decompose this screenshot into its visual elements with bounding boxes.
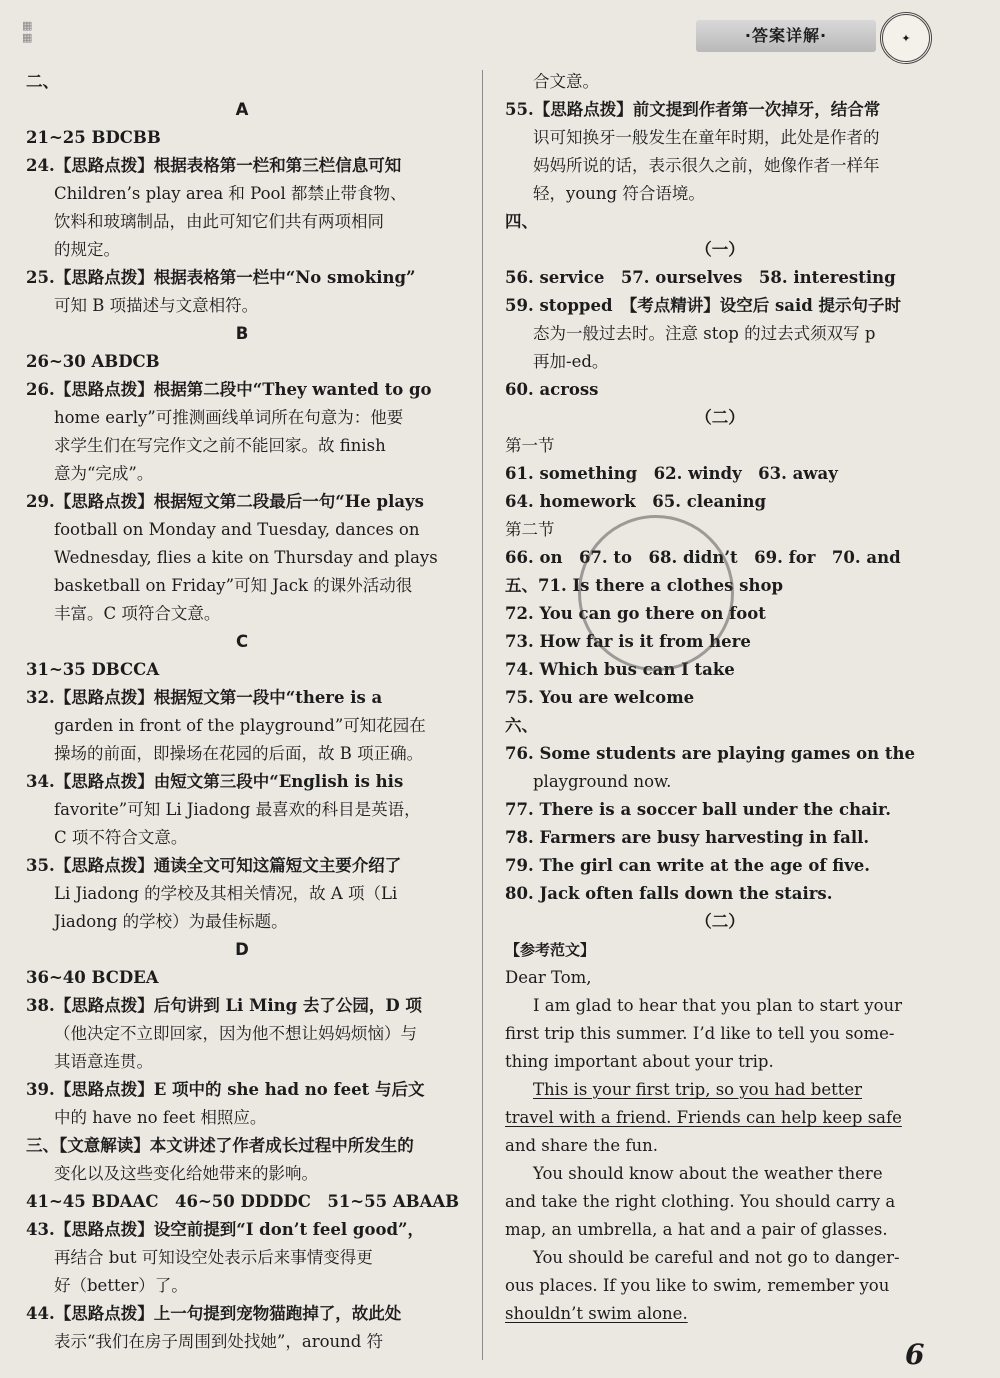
left-line: Wednesday, flies a kite on Thursday and plays (54, 548, 438, 567)
left-line: 中的 have no feet 相照应。 (54, 1108, 267, 1127)
right-line: ous places. If you like to swim, remember you (505, 1276, 890, 1295)
right-line: 五、71. Is there a clothes shop (505, 576, 783, 595)
left-line: 21~25 BDCBB (26, 128, 161, 147)
right-line: （一） (695, 240, 745, 259)
left-line: basketball on Friday”可知 Jack 的课外活动很 (54, 576, 413, 595)
right-column (505, 68, 935, 1328)
right-line: 77. There is a soccer ball under the chair. (505, 800, 891, 819)
right-line: 75. You are welcome (505, 688, 695, 707)
left-line: 26.【思路点拨】根据第二段中“They wanted to go (26, 380, 432, 399)
right-line: and share the fun. (505, 1136, 658, 1155)
right-line: thing important about your trip. (505, 1052, 774, 1071)
left-line: 31~35 DBCCA (26, 660, 160, 679)
right-line: 态为一般过去时。注意 stop 的过去式须双写 p (533, 324, 876, 343)
right-line: 识可知换牙一般发生在童年时期，此处是作者的 (533, 128, 880, 147)
left-line: 38.【思路点拨】后句讲到 Li Ming 去了公园，D 项 (26, 996, 422, 1015)
left-line: favorite”可知 Li Jiadong 最喜欢的科目是英语， (54, 800, 421, 819)
right-line: 56. service 57. ourselves 58. interesting (505, 268, 896, 287)
left-line: 其语意连贯。 (54, 1052, 153, 1071)
right-line: playground now. (533, 772, 672, 791)
right-line: 72. You can go there on foot (505, 604, 766, 623)
left-line: A (235, 100, 249, 119)
right-line: 妈妈所说的话，表示很久之前，她像作者一样年 (533, 156, 880, 175)
left-line: Jiadong 的学校）为最佳标题。 (54, 912, 288, 931)
left-line: Li Jiadong 的学校及其相关情况，故 A 项（Li (54, 884, 398, 903)
right-line: 六、 (505, 716, 538, 735)
right-line: travel with a friend. Friends can help keep safe (505, 1108, 902, 1127)
left-line: 35.【思路点拨】通读全文可知这篇短文主要介绍了 (26, 856, 402, 875)
right-line: first trip this summer. I’d like to tell you some- (505, 1024, 895, 1043)
left-line: 36~40 BCDEA (26, 968, 159, 987)
right-line: This is your first trip, so you had better (533, 1080, 862, 1099)
left-line: 26~30 ABDCB (26, 352, 160, 371)
left-line: 41~45 BDAAC 46~50 DDDDC 51~55 ABAAB (26, 1192, 460, 1211)
right-line: 轻，young 符合语境。 (533, 184, 705, 203)
right-line: （二） (695, 912, 745, 931)
left-line: football on Monday and Tuesday, dances on (54, 520, 420, 539)
left-line: 的规定。 (54, 240, 120, 259)
left-line: 25.【思路点拨】根据表格第一栏中“No smoking” (26, 268, 416, 287)
left-line: （他决定不立即回家，因为他不想让妈妈烦恼）与 (54, 1024, 417, 1043)
left-line: 44.【思路点拨】上一句提到宠物猫跑掉了，故此处 (26, 1304, 402, 1323)
left-line: 32.【思路点拨】根据短文第一段中“there is a (26, 688, 383, 707)
right-line: You should know about the weather there (533, 1164, 883, 1183)
left-line: 意为“完成”。 (54, 464, 154, 483)
corner-mark: ▦ ▦ (22, 19, 33, 44)
right-line: map, an umbrella, a hat and a pair of glasses. (505, 1220, 888, 1239)
column-divider (482, 70, 483, 1360)
left-line: 二、 (26, 72, 59, 91)
right-line: 第一节 (505, 436, 555, 455)
left-line: garden in front of the playground”可知花园在 (54, 716, 426, 735)
left-line: 29.【思路点拨】根据短文第二段最后一句“He plays (26, 492, 424, 511)
left-line: 24.【思路点拨】根据表格第一栏和第三栏信息可知 (26, 156, 402, 175)
right-line: 55.【思路点拨】前文提到作者第一次掉牙，结合常 (505, 100, 881, 119)
right-line: 80. Jack often falls down the stairs. (505, 884, 833, 903)
left-line: 丰富。C 项符合文意。 (54, 604, 221, 623)
left-line: 表示“我们在房子周围到处找她”，around 符 (54, 1332, 384, 1351)
left-line: Children’s play area 和 Pool 都禁止带食物、 (54, 184, 407, 203)
right-line: 66. on 67. to 68. didn’t 69. for 70. and (505, 548, 901, 567)
right-line: 74. Which bus can I take (505, 660, 735, 679)
left-column (26, 68, 458, 1356)
left-line: 34.【思路点拨】由短文第三段中“English is his (26, 772, 404, 791)
right-line: 61. something 62. windy 63. away (505, 464, 838, 483)
right-line: and take the right clothing. You should carry a (505, 1192, 896, 1211)
left-line: 39.【思路点拨】E 项中的 she had no feet 与后文 (26, 1080, 425, 1099)
left-line: 饮料和玻璃制品，由此可知它们共有两项相同 (54, 212, 384, 231)
right-line: You should be careful and not go to danger- (533, 1248, 900, 1267)
right-line: 64. homework 65. cleaning (505, 492, 766, 511)
page-number: 6 (905, 1338, 925, 1371)
right-line: 76. Some students are playing games on the (505, 744, 916, 763)
right-line: 四、 (505, 212, 538, 231)
right-line: 再加-ed。 (533, 352, 609, 371)
left-line: 43.【思路点拨】设空前提到“I don’t feel good”， (26, 1220, 424, 1239)
left-line: C 项不符合文意。 (54, 828, 188, 847)
right-line: 78. Farmers are busy harvesting in fall. (505, 828, 870, 847)
right-line: shouldn’t swim alone. (505, 1304, 688, 1323)
right-line: 60. across (505, 380, 599, 399)
left-line: 好（better）了。 (54, 1276, 188, 1295)
left-line: D (235, 940, 249, 959)
section-banner: ·答案详解· (696, 20, 876, 52)
right-line: 73. How far is it from here (505, 632, 751, 651)
left-line: 求学生们在写完作文之前不能回家。故 finish (54, 436, 386, 455)
left-line: 三、【文意解读】本文讲述了作者成长过程中所发生的 (26, 1136, 414, 1155)
right-line: （二） (695, 408, 745, 427)
left-line: home early”可推测画线单词所在句意为：他要 (54, 408, 404, 427)
right-line: 【参考范文】 (505, 941, 596, 959)
left-line: 变化以及这些变化给她带来的影响。 (54, 1164, 318, 1183)
left-line: 可知 B 项描述与文意相符。 (54, 296, 259, 315)
left-line: 再结合 but 可知设空处表示后来事情变得更 (54, 1248, 373, 1267)
badge-logo-icon: ✦ (880, 12, 932, 64)
right-line: 59. stopped 【考点精讲】设空后 said 提示句子时 (505, 296, 901, 315)
right-line: 第二节 (505, 520, 555, 539)
right-line: 79. The girl can write at the age of five. (505, 856, 871, 875)
left-line: 操场的前面，即操场在花园的后面，故 B 项正确。 (54, 744, 424, 763)
left-line: B (235, 324, 249, 343)
right-line: I am glad to hear that you plan to start your (533, 996, 903, 1015)
right-line: Dear Tom, (505, 968, 592, 987)
right-line: 合文意。 (533, 72, 599, 91)
left-line: C (235, 632, 249, 651)
